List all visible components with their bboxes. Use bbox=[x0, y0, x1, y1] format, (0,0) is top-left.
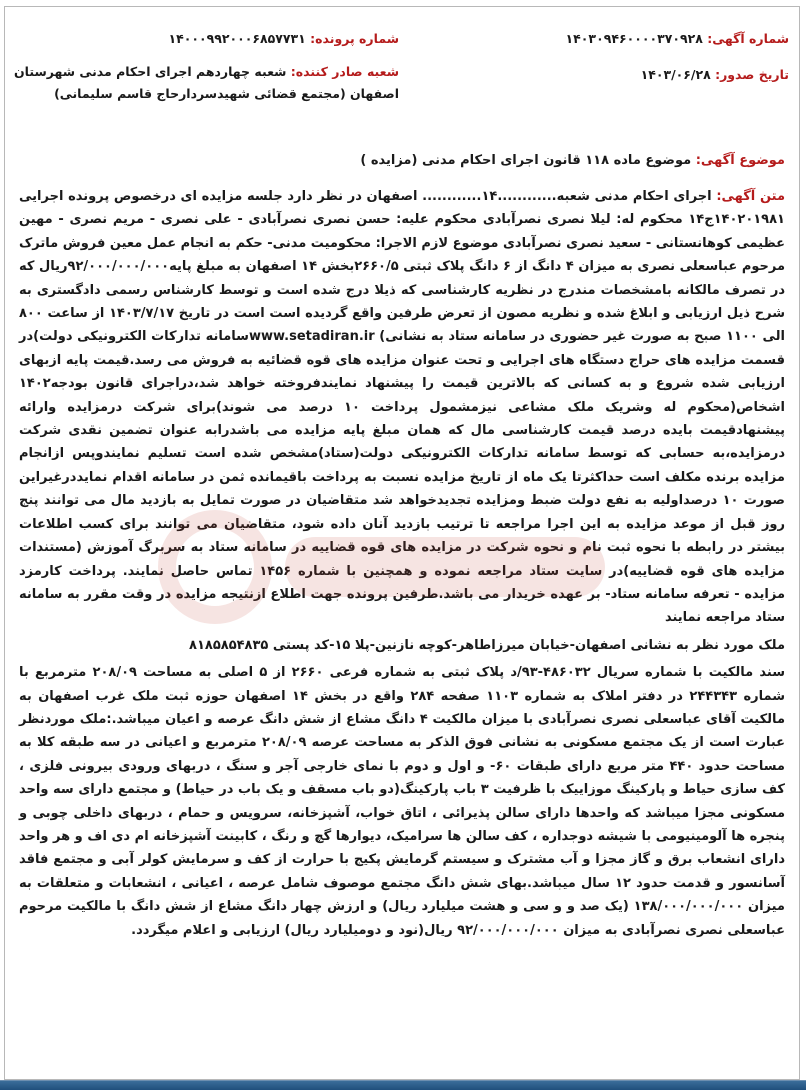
case-number-label: شماره پرونده: bbox=[310, 31, 399, 46]
ad-number-value: ۱۴۰۳۰۹۴۶۰۰۰۰۳۷۰۹۲۸ bbox=[565, 31, 703, 46]
issuer-label: شعبه صادر کننده: bbox=[290, 64, 399, 79]
notice-frame bbox=[4, 6, 800, 1080]
subject-row bbox=[19, 153, 785, 168]
body-label: متن آگهی: bbox=[716, 189, 786, 204]
ad-number-label: شماره آگهی: bbox=[707, 31, 789, 46]
issue-date-value: ۱۴۰۳/۰۶/۲۸ bbox=[640, 67, 711, 82]
subject-label: موضوع آگهی: bbox=[695, 153, 785, 168]
case-number-value: ۱۴۰۰۰۹۹۲۰۰۰۶۸۵۷۷۳۱ bbox=[168, 31, 306, 46]
body-paragraph-property bbox=[19, 661, 785, 942]
ad-number-row bbox=[566, 31, 789, 46]
subject-value: موضوع ماده ۱۱۸ قانون اجرای احکام مدنی (مزایده ) bbox=[360, 153, 692, 168]
body-text-main: اجرای احکام مدنی شعبه............۱۴............ اصفهان در نظر دارد جلسه مزایده ای درخصوص پرونده اجرایی ۱۴۰۲۰۱۹۸۱ج۱۴ محکوم له: لیلا نصری نصرآبادی محکوم علیه: حسن نصری نصرآبادی - علی نصری - مریم نصری - مهین عظیمی کوهانستانی - سعید نصری نصرآبادی موضوع لازم الاجرا: محکومیت مدنی- حکم به انجام عمل معین فروش ماترک مرحوم عباسعلی نصری به میزان ۴ دانگ از ۶ دانگ پلاک ثبتی ۲۶۶۰/۵بخش ۱۴ اصفهان به مبلغ پایه۹۲/۰۰۰/۰۰۰/۰۰۰ریال که در تصرف مالکانه بامشخصات مندرج در نظریه کارشناسی که ذیلا درج شده است و توسط کارشناس رسمی دادگستری به شرح ذیل ارزیابی و ابلاغ شده و نظریه مصون از تعرض طرفین واقع گردیده است است در تاریخ ۱۴۰۳/۷/۱۷ از ساعت ۸۰۰ الی ۱۱۰۰ صبح به صورت غیر حضوری در سامانه ستاد به نشانی) www.setadiran.irسامانه تدارکات الکترونیکی دولت)در قسمت مزایده های حراج دستگاه های اجرایی و تحت عنوان مزایده های قوه قضائیه به فروش می رسد.قیمت پایه ازبهای ارزیابی شده شروع و به کسانی که بالاترین قیمت را پیشنهاد نمایندفروخته خواهد شد،دراجرای قانون بودجه۱۴۰۲ اشخاص(محکوم له وشریک ملک مشاعی نیزمشمول پرداخت ۱۰ درصد می شوند)برای شرکت درمزایده وارائه پیشنهادقیمت بایده درصد قیمت کارشناسی مال که همان مبلغ پایه مزایده می باشدرابه عنوان تضمین نقدی شرکت درمزایده،به حسابی که توسط سامانه تدارکات الکترونیکی دولت(ستاد)مشخص شده است تسلیم نمایندوپس ازانجام مزایده برنده مکلف است حداکثرتا یک ماه از تاریخ مزایده نسبت به پرداخت باقیمانده ثمن در سامانه اقدام نمایددرغیراین صورت ۱۰ درصداولیه به نفع دولت ضبط ومزایده تجدیدخواهد شد متقاضیان در صورت تمایل به بازدید مال می توانند پنج روز قبل از موعد مزایده به این اجرا مراجعه تا ترتیب بازدید آنان داده شود، متقاضیان می توانند برای کسب اطلاعات بیشتر در رابطه با نحوه ثبت نام و نحوه شرکت در مزایده های قوه قضاییه در سامانه ستاد به سربرگ آموزش (مستندات مزایده های قوه قضاییه)در سایت ستاد مراجعه نموده و همچنین با شماره ۱۴۵۶ تماس حاصل نمایند. پرداخت کارمزد مزایده - تعرفه سامانه ستاد- بر عهده خریدار می باشد.طرفین پرونده جهت اطلاع ازنتیجه مزایده در وقت مقرر به سامانه ستاد مراجعه نمایند bbox=[19, 189, 786, 626]
body-text-property: سند مالکیت با شماره سریال ۴۸۶۰۳۲-۹۳/د پلاک ثبتی به شماره فرعی ۲۶۶۰ از ۵ اصلی به مساحت ۲۰۸/۰۹ مترمربع با شماره ۲۴۴۳۴۳ در دفتر املاک به شماره ۱۱۰۳ صفحه ۲۸۴ واقع در بخش ۱۴ اصفهان حوزه ثبت ملک غرب اصفهان به مالکیت آقای عباسعلی نصری نصرآبادی با میزان مالکیت ۴ دانگ مشاع از شش دانگ عرصه و اعیان میباشد.:ملک موردنظر عبارت است از یک مجتمع مسکونی به نشانی فوق الذکر به مساحت عرصه ۲۰۸/۰۹ مترمربع و اعیانی در سه طبقه کلا به مساحت حدود ۴۴۰ متر مربع دارای طبقات ۶۰- و اول و دوم با نمای خارجی آجر و سنگ ، دربهای ورودی بیرونی فلزی ، کف سازی حیاط و پارکینگ موزاییک با ظرفیت ۳ باب پارکینگ(دو باب مسقف و یک باب در حیاط) و مجتمع دارای سه واحد مسکونی مجزا میباشد که واحدها دارای سالن پذیرائی ، اتاق خواب، آشپزخانه، سرویس و حمام ، دربهای داخلی چوبی و پنجره ها آلومینیومی با شیشه دوجداره ، کف سالن ها سرامیک، دیوارها گچ و رنگ ، کابینت آشپزخانه ام دی اف و هر واحد دارای انشعاب برق و گاز مجزا و آب مشترک و سیستم گرمایش پکیج با حرارت از کف و سرمایش کولر آبی و مجتمع فاقد آسانسور و قدمت حدود ۱۲ سال میباشد.بهای شش دانگ مجتمع موصوف شامل عرصه ، اعیانی ، انشعابات و متعلقات به میزان ۱۳۸/۰۰۰/۰۰۰/۰۰۰ (یک صد و و سی و هشت میلیارد ریال) و ارزش چهار دانگ مشاع از شش دانگ با مالکیت مرحوم عباسعلی نصری نصرآبادی به میزان ۹۲/۰۰۰/۰۰۰/۰۰۰ ریال(نود و دومیلیارد ریال) ارزیابی و اعلام میگردد. bbox=[19, 665, 786, 938]
body-paragraph-main bbox=[19, 185, 785, 630]
issuer-value: شعبه چهاردهم اجرای احکام مدنی شهرستان اصفهان (مجتمع قضائی شهیدسردارحاج قاسم سلیمانی) bbox=[14, 64, 399, 101]
case-number-row bbox=[168, 31, 399, 46]
notice-body bbox=[19, 185, 785, 942]
body-text-address: ملک مورد نظر به نشانی اصفهان-خیابان میرزاطاهر-کوچه نازنین-پلا ۱۵-کد پستی ۸۱۸۵۸۵۴۸۳۵ bbox=[189, 637, 785, 653]
bottom-bar bbox=[0, 1080, 806, 1090]
issue-date-row bbox=[641, 67, 789, 82]
issuer-row bbox=[9, 61, 399, 105]
issue-date-label: تاریخ صدور: bbox=[715, 67, 789, 82]
body-paragraph-address bbox=[19, 634, 785, 657]
